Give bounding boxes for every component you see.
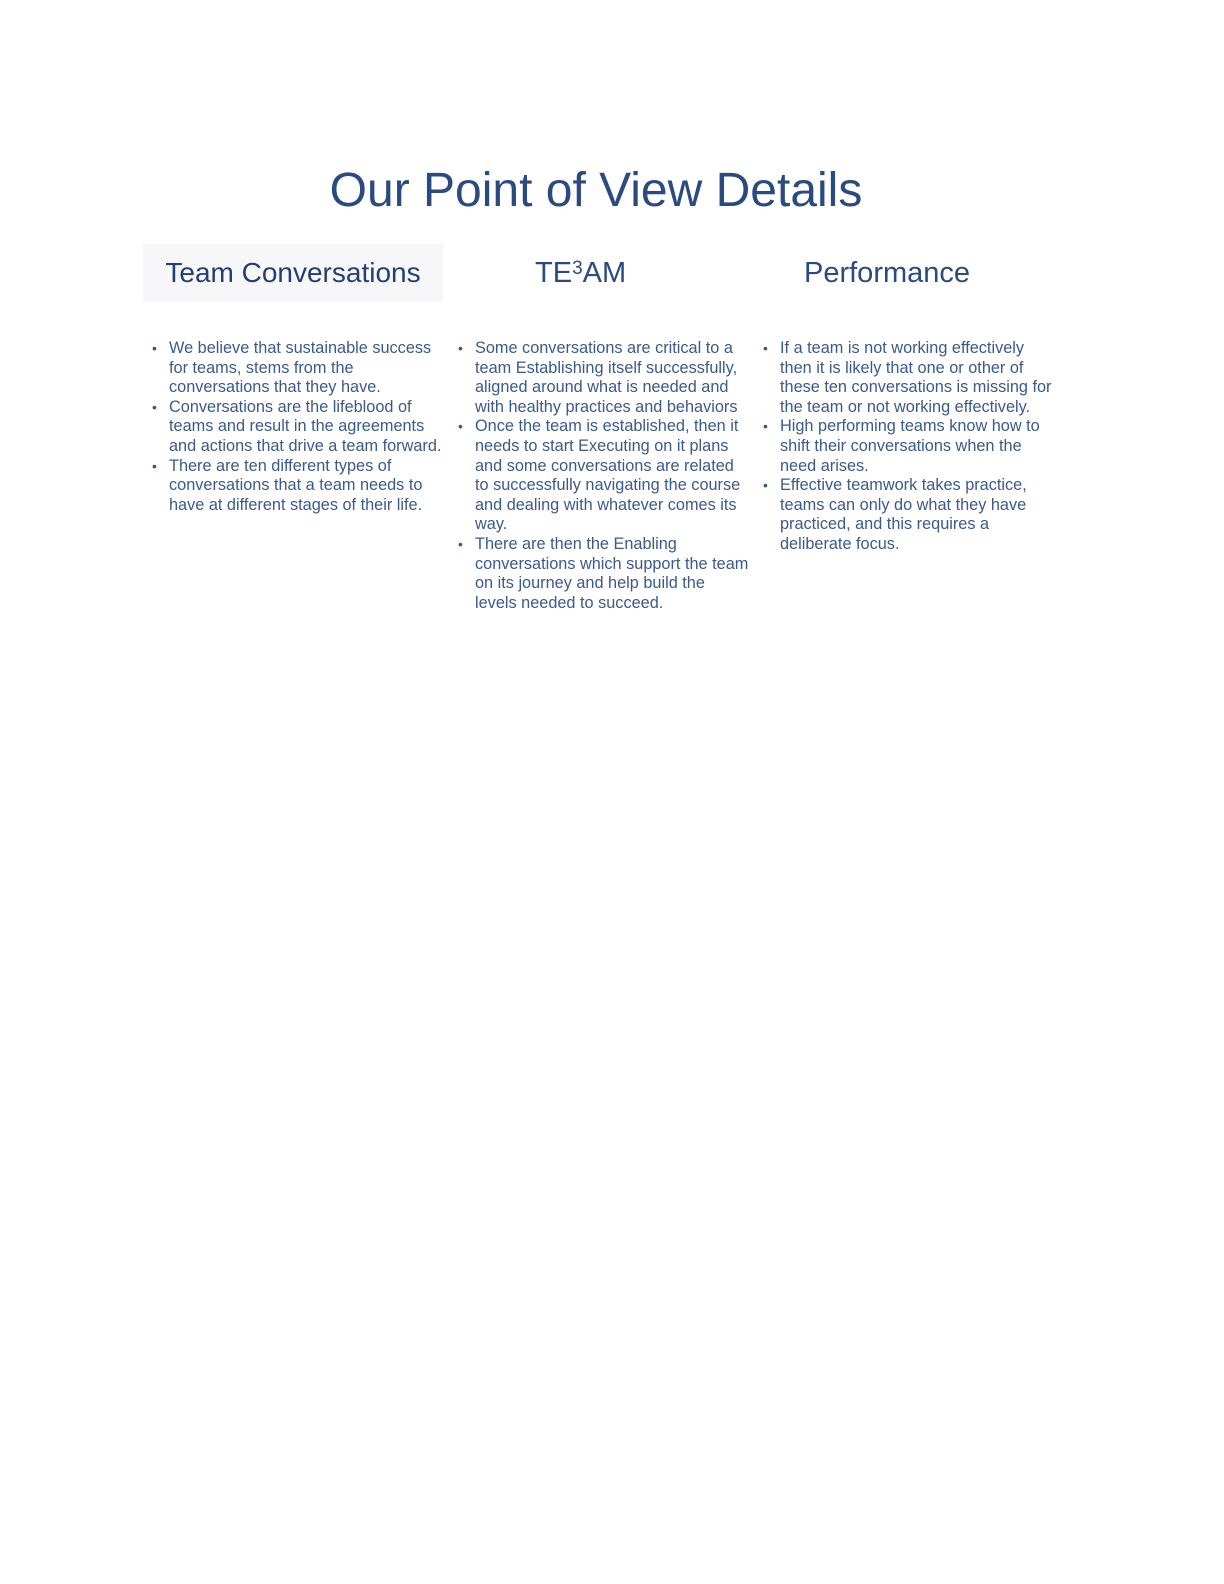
bullet-icon: • bbox=[763, 477, 768, 494]
list-item: • If a team is not working effectively then it is likely that one or other of these ten conversations is missing for the team or not working effectively. bbox=[763, 339, 1052, 416]
bullet-icon: • bbox=[458, 418, 463, 435]
list-item: • High performing teams know how to shift their conversations when the need arises. bbox=[763, 417, 1040, 475]
list-item: • Effective teamwork takes practice, teams can only do what they have practiced, and this requires a deliberate focus. bbox=[763, 476, 1027, 553]
column-team-conversations bbox=[143, 244, 443, 515]
list-item: • Conversations are the lifeblood of teams and result in the agreements and actions that drive a team forward. bbox=[152, 397, 442, 455]
bullet-icon: • bbox=[458, 340, 463, 356]
list-item: • We believe that sustainable success for teams, stems from the conversations that they have. bbox=[152, 339, 432, 397]
column-heading: Performance bbox=[804, 256, 971, 289]
bullet-icon: • bbox=[152, 398, 157, 415]
bullet-icon: • bbox=[152, 457, 157, 474]
column-heading: TE $^3$ AM bbox=[535, 256, 627, 289]
list-item: • There are then the Enabling conversations which support the team on its journey and help build the levels needed to succeed. bbox=[458, 534, 749, 612]
list-item: • Once the team is established, then it needs to start Executing on it plans and some conversations are related to successfully navigating the course and dealing with whatever comes its way. bbox=[458, 417, 741, 534]
column-performance bbox=[754, 244, 1054, 555]
bullet-list bbox=[754, 339, 1054, 555]
bullet-list bbox=[449, 339, 749, 613]
page-title: Our Point of View Details bbox=[329, 164, 863, 217]
bullet-icon: • bbox=[763, 340, 768, 356]
bullet-icon: • bbox=[763, 418, 768, 435]
column-team bbox=[449, 244, 749, 613]
column-heading: Team Conversations bbox=[143, 244, 443, 302]
bullet-list bbox=[143, 339, 443, 515]
list-item: • Some conversations are critical to a team Establishing itself successfully, aligned around what is needed and with healthy practices and behaviors bbox=[458, 339, 738, 416]
bullet-icon: • bbox=[458, 535, 463, 552]
list-item: • There are ten different types of conversations that a team needs to have at different stages of their life. bbox=[152, 456, 423, 514]
bullet-icon: • bbox=[152, 340, 157, 356]
